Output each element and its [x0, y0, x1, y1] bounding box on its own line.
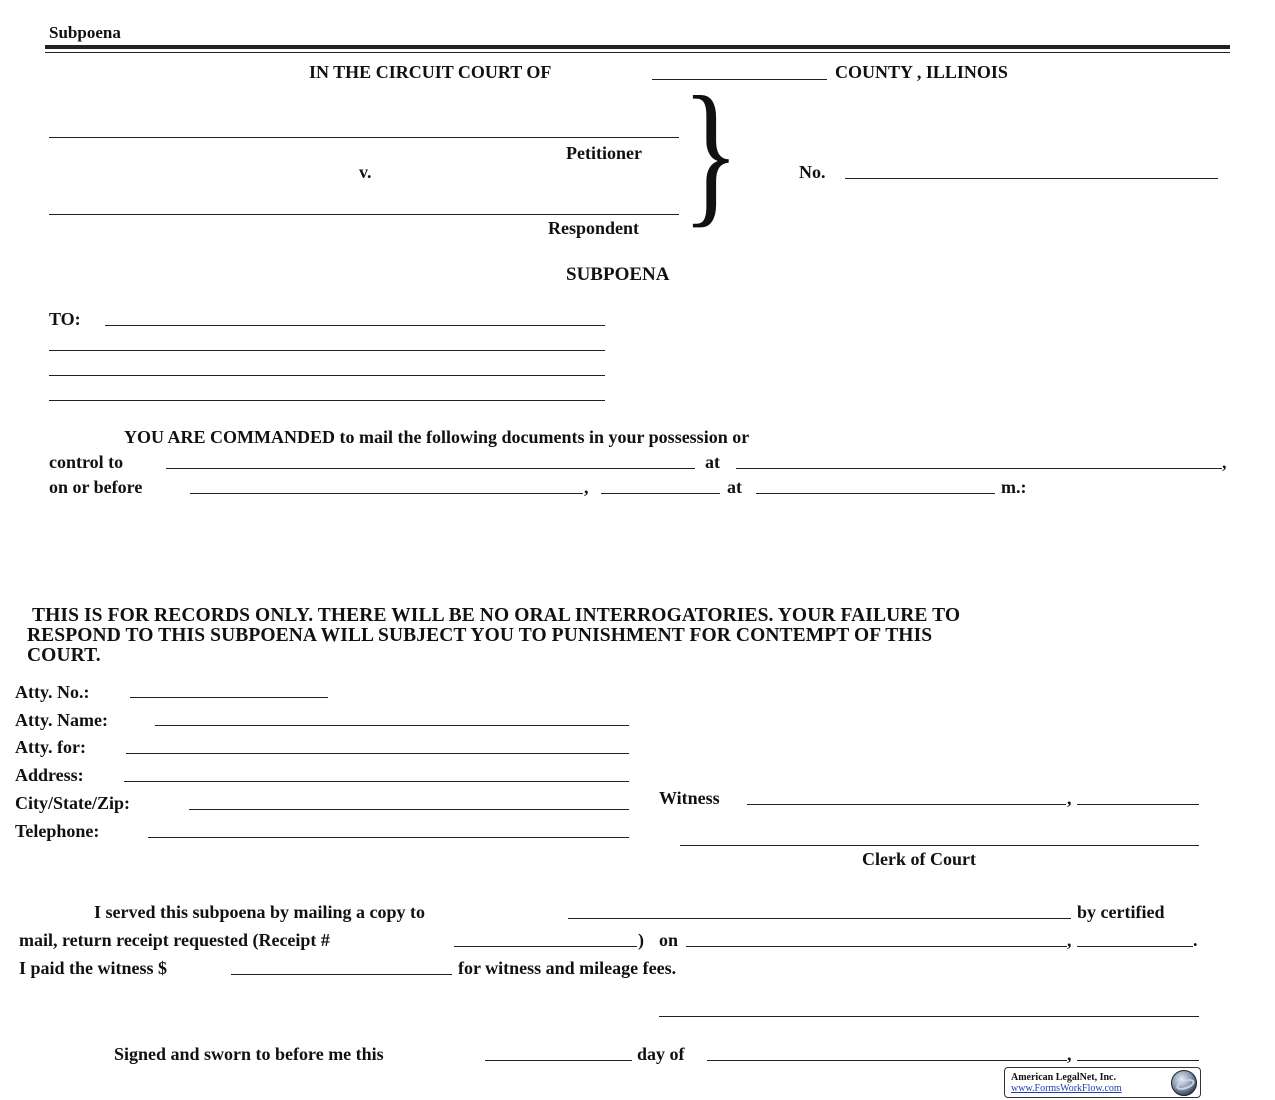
atty-for-label: Atty. for: [15, 737, 86, 757]
on-or-before-label: on or before [49, 477, 143, 497]
served-year-field[interactable] [1077, 946, 1193, 947]
county-state-label: COUNTY , ILLINOIS [835, 62, 1008, 82]
globe-icon [1171, 1070, 1197, 1096]
logo-url-link[interactable]: www.FormsWorkFlow.com [1011, 1083, 1122, 1094]
served-to-field[interactable] [568, 918, 1071, 919]
atty-no-label: Atty. No.: [15, 682, 90, 702]
at-label-2: at [727, 477, 742, 497]
fee-amount-field[interactable] [231, 974, 452, 975]
to-field-line-1[interactable] [105, 325, 605, 326]
on-label: on [659, 930, 679, 950]
document-title: SUBPOENA [566, 264, 670, 285]
case-number-field[interactable] [845, 178, 1218, 179]
respondent-label: Respondent [548, 218, 640, 238]
header-rule-thick [45, 45, 1230, 49]
caption-brace: } [682, 63, 740, 241]
receipt-number-field[interactable] [454, 946, 637, 947]
paid-witness-text: I paid the witness $ [19, 958, 168, 978]
sworn-comma: , [1067, 1044, 1072, 1064]
control-to-label: control to [49, 452, 124, 472]
at-label-1: at [705, 452, 720, 472]
served-comma: , [1067, 930, 1072, 950]
atty-name-label: Atty. Name: [15, 710, 108, 730]
versus-label: v. [359, 162, 372, 182]
fees-text: for witness and mileage fees. [458, 958, 677, 978]
address-label: Address: [15, 765, 84, 785]
sworn-month-field[interactable] [707, 1060, 1067, 1061]
to-label: TO: [49, 309, 81, 329]
to-field-line-3[interactable] [49, 375, 605, 376]
witness-date-field[interactable] [747, 804, 1066, 805]
telephone-label: Telephone: [15, 821, 100, 841]
served-period: . [1193, 930, 1198, 950]
form-header-title: Subpoena [49, 23, 121, 42]
comma-1: , [1222, 452, 1227, 472]
sworn-year-field[interactable] [1077, 1060, 1199, 1061]
atty-no-field[interactable] [130, 697, 328, 698]
logo-company-name: American LegalNet, Inc. [1011, 1072, 1116, 1083]
by-certified-text: by certified [1077, 902, 1165, 922]
clerk-signature-field[interactable] [680, 845, 1199, 846]
sworn-text: Signed and sworn to before me this [114, 1044, 384, 1064]
clerk-of-court-label: Clerk of Court [862, 849, 976, 869]
telephone-field[interactable] [148, 837, 629, 838]
petitioner-field[interactable] [49, 137, 679, 138]
respondent-field[interactable] [49, 214, 679, 215]
meridiem-label: m.: [1001, 477, 1027, 497]
due-time-field[interactable] [756, 493, 995, 494]
court-label: IN THE CIRCUIT COURT OF [309, 62, 552, 82]
witness-label: Witness [659, 788, 720, 808]
due-date-field[interactable] [190, 493, 583, 494]
comma-2: , [584, 477, 589, 497]
served-date-field[interactable] [686, 946, 1067, 947]
address-field[interactable] [124, 781, 629, 782]
served-text: I served this subpoena by mailing a copy to [94, 902, 426, 922]
header-rule-thin [45, 52, 1230, 53]
command-text: YOU ARE COMMANDED to mail the following documents in your possession or [124, 427, 750, 447]
petitioner-label: Petitioner [566, 143, 642, 163]
notice-line-2: RESPOND TO THIS SUBPOENA WILL SUBJECT YOU TO PUNISHMENT FOR CONTEMPT OF THIS [27, 625, 933, 646]
server-signature-field[interactable] [659, 1016, 1199, 1017]
mail-address-field[interactable] [736, 468, 1222, 469]
mail-to-field[interactable] [166, 468, 695, 469]
notice-line-1: THIS IS FOR RECORDS ONLY. THERE WILL BE NO ORAL INTERROGATORIES. YOUR FAILURE TO [32, 605, 961, 626]
city-state-zip-field[interactable] [189, 809, 629, 810]
witness-comma: , [1067, 788, 1072, 808]
case-number-label: No. [799, 162, 826, 182]
due-year-field[interactable] [601, 493, 720, 494]
american-legalnet-logo[interactable] [1004, 1067, 1201, 1098]
city-state-zip-label: City/State/Zip: [15, 793, 130, 813]
sworn-day-field[interactable] [485, 1060, 632, 1061]
atty-name-field[interactable] [155, 725, 629, 726]
to-field-line-4[interactable] [49, 400, 605, 401]
atty-for-field[interactable] [126, 753, 629, 754]
receipt-close-paren: ) [638, 930, 644, 950]
to-field-line-2[interactable] [49, 350, 605, 351]
receipt-text: mail, return receipt requested (Receipt # [19, 930, 330, 950]
witness-year-field[interactable] [1077, 804, 1199, 805]
notice-line-3: COURT. [27, 645, 101, 666]
day-of-label: day of [637, 1044, 685, 1064]
